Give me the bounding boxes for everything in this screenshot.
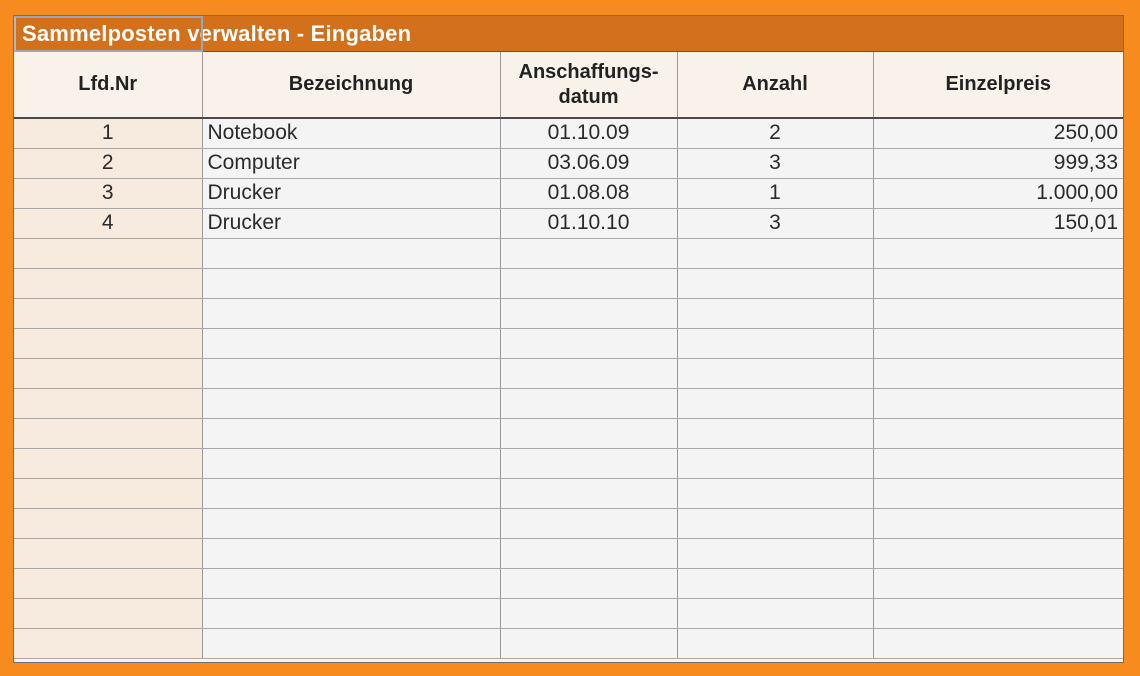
spreadsheet bbox=[13, 15, 1124, 663]
cell-anschaffungsdatum[interactable]: 01.10.09 bbox=[500, 118, 677, 148]
cell-bezeichnung-empty[interactable] bbox=[202, 568, 500, 598]
table-row bbox=[14, 208, 1123, 238]
sheet-title: Sammelposten verwalten - Eingaben bbox=[22, 21, 412, 46]
cell-einzelpreis[interactable]: 999,33 bbox=[873, 148, 1123, 178]
cell-einzelpreis-empty[interactable] bbox=[873, 478, 1123, 508]
empty-table-row bbox=[14, 328, 1123, 358]
empty-table-row bbox=[14, 238, 1123, 268]
cell-bezeichnung-empty[interactable] bbox=[202, 418, 500, 448]
cell-anzahl-empty[interactable] bbox=[677, 328, 873, 358]
cell-bezeichnung-empty[interactable] bbox=[202, 598, 500, 628]
cell-anschaffungsdatum-empty[interactable] bbox=[500, 538, 677, 568]
cell-einzelpreis-empty[interactable] bbox=[873, 328, 1123, 358]
cell-anzahl-empty[interactable] bbox=[677, 418, 873, 448]
cell-anschaffungsdatum-empty[interactable] bbox=[500, 358, 677, 388]
cell-lfd-nr[interactable]: 2 bbox=[14, 148, 202, 178]
cell-einzelpreis[interactable]: 1.000,00 bbox=[873, 178, 1123, 208]
cell-lfd-nr-empty[interactable] bbox=[14, 328, 202, 358]
cell-bezeichnung[interactable]: Drucker bbox=[202, 178, 500, 208]
cell-einzelpreis-empty[interactable] bbox=[873, 568, 1123, 598]
cell-bezeichnung-empty[interactable] bbox=[202, 298, 500, 328]
cell-einzelpreis-empty[interactable] bbox=[873, 598, 1123, 628]
cell-lfd-nr[interactable]: 4 bbox=[14, 208, 202, 238]
cell-bezeichnung[interactable]: Drucker bbox=[202, 208, 500, 238]
title-bar bbox=[14, 16, 1123, 52]
header-bezeichnung[interactable]: Bezeichnung bbox=[202, 52, 500, 118]
cell-einzelpreis-empty[interactable] bbox=[873, 508, 1123, 538]
cell-lfd-nr-empty[interactable] bbox=[14, 358, 202, 388]
header-einzelpreis[interactable]: Einzelpreis bbox=[873, 52, 1123, 118]
cell-lfd-nr-empty[interactable] bbox=[14, 238, 202, 268]
header-row bbox=[14, 52, 1123, 118]
table-row bbox=[14, 148, 1123, 178]
header-lfd-nr[interactable]: Lfd.Nr bbox=[14, 52, 202, 118]
empty-table-row bbox=[14, 268, 1123, 298]
header-anschaffungsdatum[interactable] bbox=[500, 52, 677, 118]
cell-anzahl-empty[interactable] bbox=[677, 628, 873, 658]
empty-table-row bbox=[14, 598, 1123, 628]
cell-anschaffungsdatum-empty[interactable] bbox=[500, 448, 677, 478]
cell-lfd-nr-empty[interactable] bbox=[14, 268, 202, 298]
input-table bbox=[14, 52, 1123, 659]
empty-table-row bbox=[14, 448, 1123, 478]
cell-bezeichnung-empty[interactable] bbox=[202, 448, 500, 478]
cell-lfd-nr-empty[interactable] bbox=[14, 508, 202, 538]
cell-anschaffungsdatum-empty[interactable] bbox=[500, 568, 677, 598]
cell-anzahl-empty[interactable] bbox=[677, 298, 873, 328]
cell-lfd-nr-empty[interactable] bbox=[14, 538, 202, 568]
table-row bbox=[14, 178, 1123, 208]
table-row bbox=[14, 118, 1123, 148]
active-cell-cursor[interactable] bbox=[14, 16, 203, 52]
cell-einzelpreis-empty[interactable] bbox=[873, 418, 1123, 448]
cell-anzahl-empty[interactable] bbox=[677, 508, 873, 538]
cell-anzahl[interactable]: 2 bbox=[677, 118, 873, 148]
cell-anschaffungsdatum-empty[interactable] bbox=[500, 478, 677, 508]
cell-anschaffungsdatum-empty[interactable] bbox=[500, 508, 677, 538]
cell-bezeichnung-empty[interactable] bbox=[202, 538, 500, 568]
empty-table-row bbox=[14, 418, 1123, 448]
cell-lfd-nr-empty[interactable] bbox=[14, 388, 202, 418]
cell-bezeichnung-empty[interactable] bbox=[202, 238, 500, 268]
cell-lfd-nr-empty[interactable] bbox=[14, 418, 202, 448]
cell-einzelpreis-empty[interactable] bbox=[873, 268, 1123, 298]
cell-lfd-nr-empty[interactable] bbox=[14, 598, 202, 628]
cell-bezeichnung-empty[interactable] bbox=[202, 268, 500, 298]
header-anschaffungsdatum-line1: Anschaffungs- bbox=[518, 60, 659, 83]
cell-anschaffungsdatum-empty[interactable] bbox=[500, 238, 677, 268]
empty-table-row bbox=[14, 358, 1123, 388]
empty-table-row bbox=[14, 568, 1123, 598]
cell-anzahl-empty[interactable] bbox=[677, 598, 873, 628]
cell-anschaffungsdatum-empty[interactable] bbox=[500, 418, 677, 448]
cell-lfd-nr-empty[interactable] bbox=[14, 628, 202, 658]
cell-bezeichnung-empty[interactable] bbox=[202, 478, 500, 508]
cell-einzelpreis-empty[interactable] bbox=[873, 238, 1123, 268]
cell-anzahl-empty[interactable] bbox=[677, 268, 873, 298]
cell-anschaffungsdatum[interactable]: 01.08.08 bbox=[500, 178, 677, 208]
cell-anschaffungsdatum[interactable]: 01.10.10 bbox=[500, 208, 677, 238]
cell-lfd-nr-empty[interactable] bbox=[14, 568, 202, 598]
cell-anschaffungsdatum-empty[interactable] bbox=[500, 628, 677, 658]
cell-bezeichnung[interactable]: Computer bbox=[202, 148, 500, 178]
empty-table-row bbox=[14, 628, 1123, 658]
cell-lfd-nr-empty[interactable] bbox=[14, 478, 202, 508]
cell-anschaffungsdatum-empty[interactable] bbox=[500, 328, 677, 358]
cell-anschaffungsdatum-empty[interactable] bbox=[500, 268, 677, 298]
cell-anzahl-empty[interactable] bbox=[677, 478, 873, 508]
cell-einzelpreis-empty[interactable] bbox=[873, 628, 1123, 658]
cell-bezeichnung-empty[interactable] bbox=[202, 628, 500, 658]
cell-einzelpreis-empty[interactable] bbox=[873, 448, 1123, 478]
cell-anschaffungsdatum-empty[interactable] bbox=[500, 388, 677, 418]
cell-bezeichnung-empty[interactable] bbox=[202, 508, 500, 538]
cell-anschaffungsdatum-empty[interactable] bbox=[500, 298, 677, 328]
empty-table-row bbox=[14, 508, 1123, 538]
cell-anzahl-empty[interactable] bbox=[677, 448, 873, 478]
empty-table-row bbox=[14, 388, 1123, 418]
cell-einzelpreis[interactable]: 150,01 bbox=[873, 208, 1123, 238]
cell-lfd-nr-empty[interactable] bbox=[14, 298, 202, 328]
cell-bezeichnung-empty[interactable] bbox=[202, 388, 500, 418]
cell-bezeichnung-empty[interactable] bbox=[202, 358, 500, 388]
cell-einzelpreis[interactable]: 250,00 bbox=[873, 118, 1123, 148]
cell-bezeichnung-empty[interactable] bbox=[202, 328, 500, 358]
cell-lfd-nr-empty[interactable] bbox=[14, 448, 202, 478]
cell-anschaffungsdatum[interactable]: 03.06.09 bbox=[500, 148, 677, 178]
header-anzahl[interactable]: Anzahl bbox=[677, 52, 873, 118]
cell-einzelpreis-empty[interactable] bbox=[873, 388, 1123, 418]
cell-einzelpreis-empty[interactable] bbox=[873, 298, 1123, 328]
cell-einzelpreis-empty[interactable] bbox=[873, 358, 1123, 388]
cell-anzahl[interactable]: 1 bbox=[677, 178, 873, 208]
cell-einzelpreis-empty[interactable] bbox=[873, 538, 1123, 568]
cell-lfd-nr[interactable]: 3 bbox=[14, 178, 202, 208]
cell-anzahl-empty[interactable] bbox=[677, 358, 873, 388]
header-anschaffungsdatum-line2: datum bbox=[558, 85, 619, 108]
cell-anzahl[interactable]: 3 bbox=[677, 148, 873, 178]
empty-table-row bbox=[14, 298, 1123, 328]
cell-anzahl[interactable]: 3 bbox=[677, 208, 873, 238]
empty-table-row bbox=[14, 538, 1123, 568]
cell-bezeichnung[interactable]: Notebook bbox=[202, 118, 500, 148]
cell-lfd-nr[interactable]: 1 bbox=[14, 118, 202, 148]
cell-anschaffungsdatum-empty[interactable] bbox=[500, 598, 677, 628]
cell-anzahl-empty[interactable] bbox=[677, 388, 873, 418]
cell-anzahl-empty[interactable] bbox=[677, 538, 873, 568]
cell-anzahl-empty[interactable] bbox=[677, 238, 873, 268]
empty-table-row bbox=[14, 478, 1123, 508]
cell-anzahl-empty[interactable] bbox=[677, 568, 873, 598]
